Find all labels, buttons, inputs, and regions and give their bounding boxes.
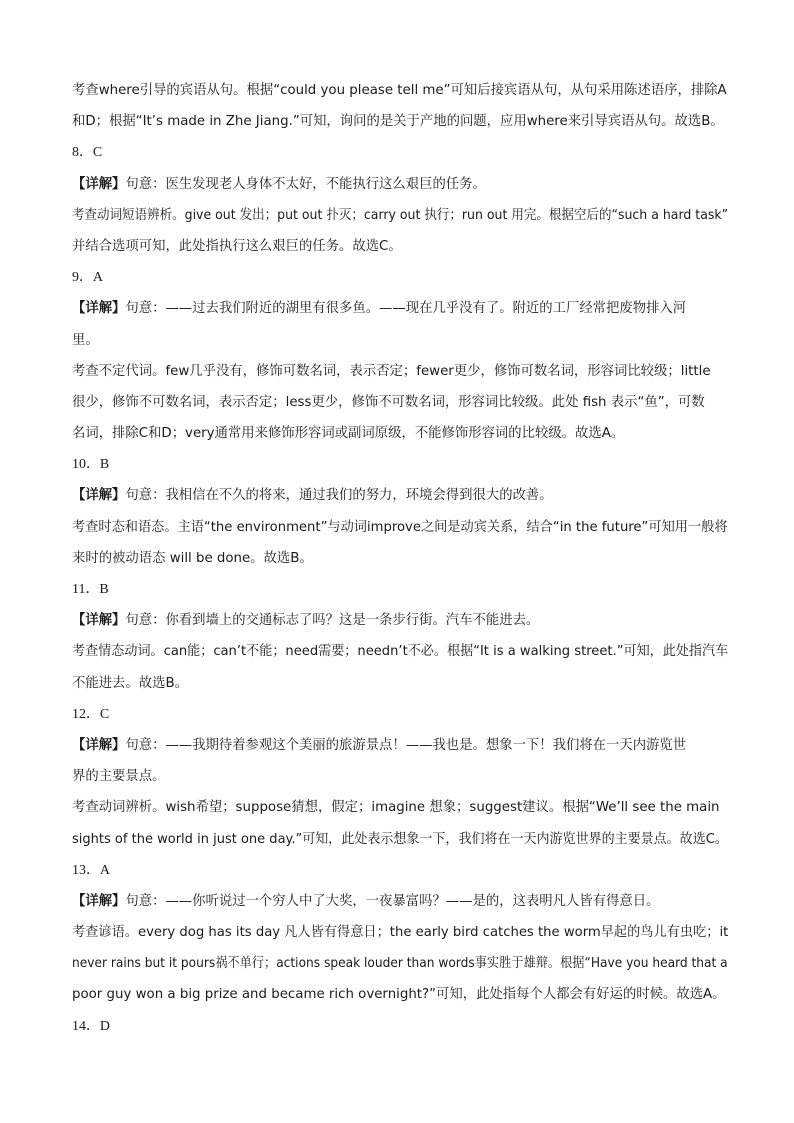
explanation-line: 来时的被动语态 will be done。故选B。 <box>72 550 313 566</box>
explanation-line: sights of the world in just one day.”可知，此处表示想象一下，我们将在一天内游览世界的主要景点。故选C。 <box>72 831 728 847</box>
sentence-meaning: 句意：——你听说过一个穷人中了大奖，一夜暴富吗？——是的，这表明凡人皆有得意日。 <box>125 893 660 909</box>
explanation-line: 名词，排除C和D；very通常用来修饰形容词或副词原级，不能修饰形容词的比较级。故选A。 <box>72 426 625 442</box>
answer-number: 9．A <box>72 270 104 286</box>
answer-number: 11．B <box>72 582 109 597</box>
detail-tag: 【详解】 <box>72 488 126 504</box>
detail-line <box>72 886 728 917</box>
detail-tag: 【详解】 <box>72 893 126 909</box>
explanation-line: 和D；根据“It’s made in Zhe Jiang.”可知，询问的是关于产地的问题，应用where来引导宾语从句。故选B。 <box>72 114 724 130</box>
answer-number: 12．C <box>72 706 110 722</box>
answer-explanation-page <box>72 75 730 1042</box>
explanation-line: 考查where引导的宾语从句。根据“could you please tell me”可知后接宾语从句，从句采用陈述语序，排除A <box>72 83 727 98</box>
sentence-meaning: 句意：我相信在不久的将来，通过我们的努力，环境会得到很大的改善。 <box>125 488 553 504</box>
explanation-line: 考查动词短语辨析。give out 发出；put out 扑灭；carry out 执行；run out 用完。根据空后的“such a hard task” <box>72 207 729 223</box>
explanation-line: 里。 <box>72 332 99 348</box>
explanation-line: 界的主要景点。 <box>72 769 166 785</box>
answer-number: 14．D <box>72 1018 111 1034</box>
detail-line <box>72 480 728 511</box>
explanation-line: 并结合选项可知，此处指执行这么艰巨的任务。故选C。 <box>72 238 402 254</box>
sentence-meaning: 句意：——我期待着参观这个美丽的旅游景点！——我也是。想象一下！我们将在一天内游览世 <box>125 737 687 753</box>
sentence-meaning: 句意：你看到墙上的交通标志了吗？这是一条步行街。汽车不能进去。 <box>125 613 540 629</box>
sentence-meaning: 句意：医生发现老人身体不太好，不能执行这么艰巨的任务。 <box>125 176 486 192</box>
explanation-line: 考查谚语。every dog has its day 凡人皆有得意日；the early bird catches the worm早起的鸟儿有虫吃；it <box>72 925 729 941</box>
detail-tag: 【详解】 <box>72 613 126 629</box>
explanation-line: 考查时态和语态。主语“the environment”与动词improve之间是动宾关系，结合“in the future”可知用一般将 <box>72 519 728 535</box>
explanation-line: 很少，修饰不可数名词，表示否定；less更少，修饰不可数名词，形容词比较级。此处 fish 表示“鱼”，可数 <box>72 394 705 410</box>
detail-tag: 【详解】 <box>72 737 126 753</box>
answer-number: 13．A <box>72 862 111 878</box>
explanation-line: 考查不定代词。few几乎没有，修饰可数名词，表示否定；fewer更少，修饰可数名词，形容词比较级；little <box>72 363 711 379</box>
explanation-line: poor guy won a big prize and became rich overnight?”可知，此处指每个人都会有好运的时候。故选A。 <box>72 987 726 1003</box>
sentence-meaning: 句意：——过去我们附近的湖里有很多鱼。——现在几乎没有了。附近的工厂经常把废物排入河 <box>125 301 687 317</box>
detail-line <box>72 730 728 761</box>
detail-tag: 【详解】 <box>72 176 126 192</box>
explanation-line: 考查动词辨析。wish希望；suppose猜想，假定；imagine 想象；suggest建议。根据“We’ll see the main <box>72 800 720 816</box>
explanation-line: never rains but it pours祸不单行；actions speak louder than words事实胜于雄辩。根据“Have you heard that a <box>72 956 728 972</box>
answer-number: 10．B <box>72 457 110 473</box>
detail-line <box>72 169 728 200</box>
detail-line <box>72 605 728 636</box>
answer-number: 8．C <box>72 145 103 161</box>
explanation-line: 考查情态动词。can能；can’t不能；need需要；needn’t不必。根据“It is a walking street.”可知，此处指汽车 <box>72 644 729 660</box>
detail-tag: 【详解】 <box>72 301 126 317</box>
explanation-line: 不能进去。故选B。 <box>72 675 188 691</box>
detail-line <box>72 293 728 324</box>
